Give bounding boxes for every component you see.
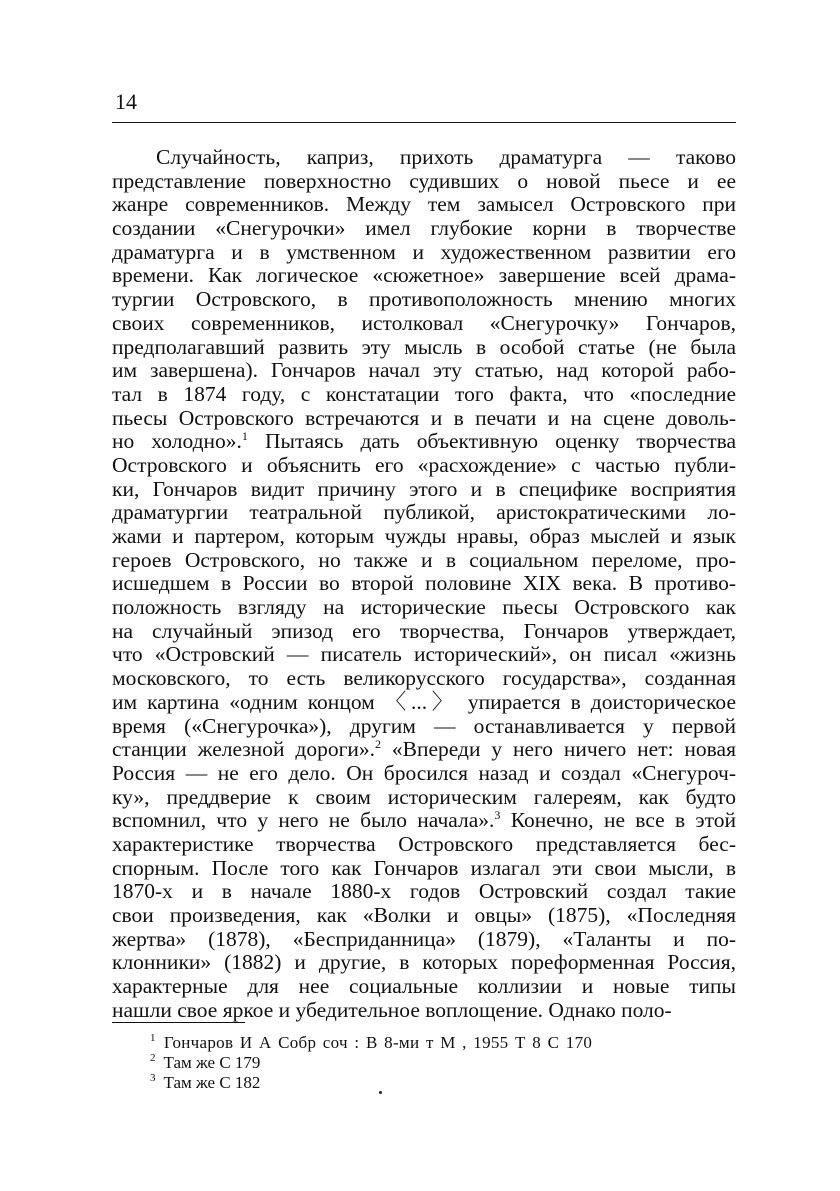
- text-line: характеристике творчества Островского представляется бес-: [112, 831, 736, 856]
- footnote-rule: [112, 1022, 245, 1023]
- footnote-text: Там же С 182: [163, 1073, 261, 1092]
- footnote-2: [150, 1053, 736, 1073]
- text-segment: Конечно, не все в этой: [500, 808, 736, 833]
- footnote-mark: 2: [150, 1052, 156, 1064]
- text-line: Случайность, каприз, прихоть драматурга — таково: [156, 145, 736, 169]
- text-segment: станции железной дороги».: [112, 737, 376, 762]
- footnote-ref-3[interactable]: 3: [494, 808, 501, 823]
- text-line: тал в 1874 году, с констатации того факта, что «последние: [112, 381, 736, 406]
- footnote-text: Гончаров И А Собр соч : В 8-ми т М , 1955 Т 8 С 170: [163, 1033, 593, 1052]
- body-text: [112, 146, 736, 1022]
- text-line: Островского и объяснить его «расхождение» с частью публи-: [112, 452, 736, 477]
- text-line: им завершена). Гончаров начал эту статью, над которой рабо-: [112, 358, 736, 383]
- text-line: 1870-х и в начале 1880-х годов Островский создал такие: [112, 879, 736, 904]
- footnote-3: [150, 1073, 736, 1093]
- text-line: жертва» (1878), «Бесприданница» (1879), «Таланты и по-: [112, 926, 736, 951]
- text-line: жанре современников. Между тем замысел Островского при: [112, 192, 736, 217]
- footnote-mark: 1: [150, 1032, 156, 1044]
- header-rule: [112, 122, 736, 123]
- text-line: московского, то есть великорусского государства», созданная: [112, 666, 736, 691]
- text-line: характерные для нее социальные коллизии и новые типы: [112, 974, 736, 999]
- text-segment: «Впереди у него ничего нет: новая: [381, 737, 736, 762]
- footnote-text: Там же С 179: [163, 1053, 261, 1072]
- text-line: спорным. После того как Гончаров излагал эти свои мысли, в: [112, 855, 736, 880]
- footnote-ref-1[interactable]: 1: [241, 429, 248, 444]
- text-line: времени. Как логическое «сюжетное» завершение всей драма-: [112, 263, 736, 288]
- text-segment: Пытаясь дать объективную оценку творчества: [247, 429, 736, 454]
- text-line: героев Островского, но также и в социальном переломе, про-: [112, 547, 736, 572]
- text-line: ки, Гончаров видит причину этого и в специфике восприятия: [112, 476, 736, 501]
- text-line: Россия — не его дело. Он бросился назад и создал «Снегуроч-: [112, 760, 736, 785]
- text-line: клонники» (1882) и другие, в которых пореформенная Россия,: [112, 950, 736, 975]
- text-line-with-note: [112, 430, 736, 454]
- text-line: своих современников, истолковал «Снегурочку» Гончаров,: [112, 310, 736, 335]
- text-line: драматурга и в умственном и художественном развитии его: [112, 239, 736, 264]
- text-line: свои произведения, как «Волки и овцы» (1875), «Последняя: [112, 903, 736, 927]
- text-line-with-note: [112, 738, 736, 762]
- text-line: представление поверхностно судивших о новой пьесе и ее: [112, 168, 736, 193]
- footnote-ref-2[interactable]: 2: [375, 737, 382, 752]
- text-line: на случайный эпизод его творчества, Гончаров утверждает,: [112, 618, 736, 643]
- text-line: драматургии театральной публикой, аристократическими ло-: [112, 500, 736, 525]
- text-line: исшедшем в России во второй половине XIX века. В противо-: [112, 571, 736, 596]
- page-number: 14: [115, 89, 137, 114]
- text-line: создании «Снегурочки» имел глубокие корни в творчестве: [112, 216, 736, 241]
- text-line: жами и партером, которым чужды нравы, образ мыслей и язык: [112, 524, 736, 548]
- text-line: нашли свое яркое и убедительное воплощение. Однако поло-: [112, 997, 672, 1022]
- text-segment: но холодно».: [112, 429, 242, 454]
- stray-dot: [379, 1091, 382, 1094]
- text-line: что «Островский — писатель исторический», он писал «жизнь: [112, 642, 736, 667]
- text-line: ку», преддверие к своим историческим галереям, как будто: [112, 784, 736, 809]
- text-segment: вспомнил, что у него не было начала».: [112, 808, 495, 833]
- text-line: пьесы Островского встречаются и в печати и на сцене доволь-: [112, 405, 736, 430]
- footnote-mark: 3: [150, 1072, 156, 1084]
- text-line: тургии Островского, в противоположность мнению многих: [112, 287, 736, 312]
- text-line: время («Снегурочка»), другим — останавливается у первой: [112, 713, 736, 738]
- text-line: им картина «одним концом 〈...〉 упирается в доисторическое: [112, 689, 736, 714]
- text-line: предполагавший развить эту мысль в особой статье (не была: [112, 334, 736, 359]
- footnote-1: [150, 1033, 736, 1053]
- text-line-with-note: [112, 809, 736, 833]
- footnotes: [150, 1033, 736, 1093]
- text-line: положность взгляду на исторические пьесы Островского как: [112, 595, 736, 620]
